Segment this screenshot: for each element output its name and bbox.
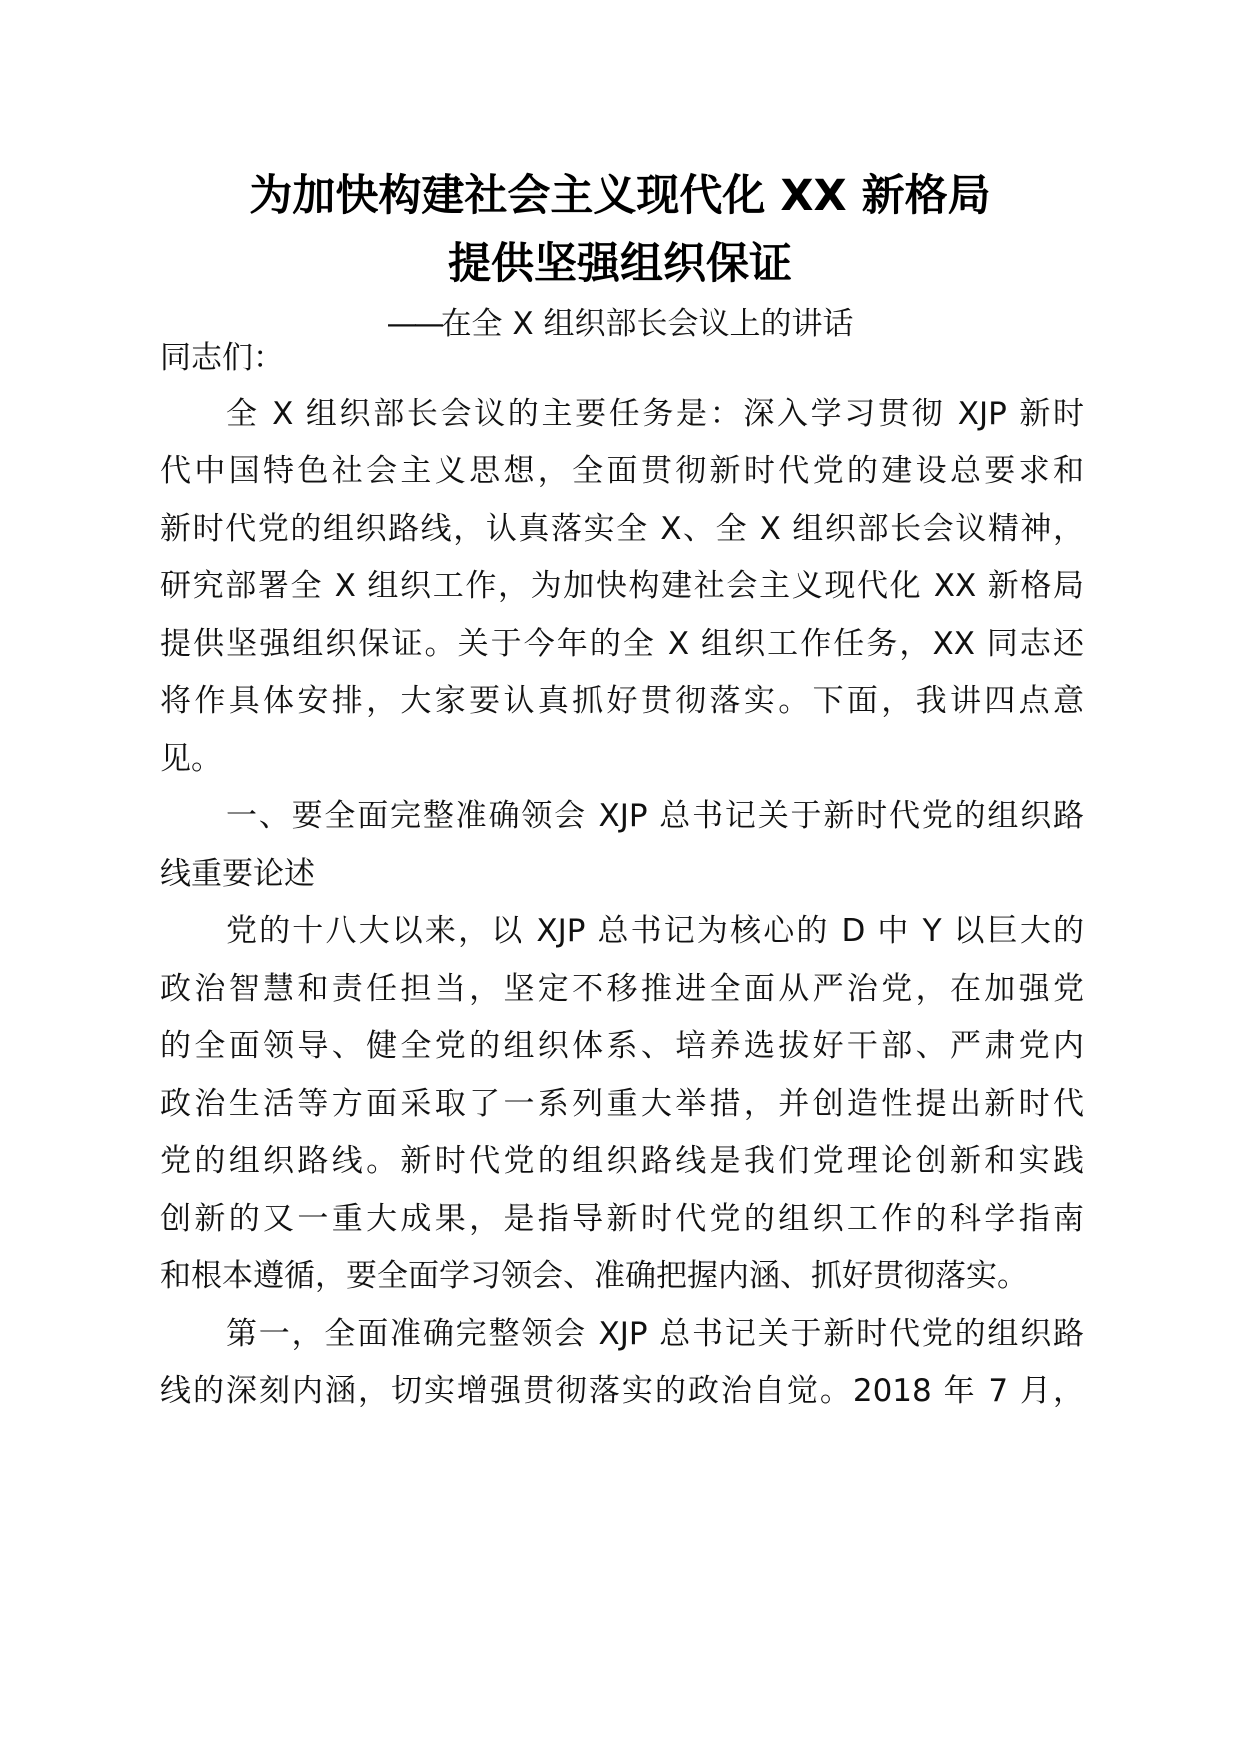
body-line: 提供坚强组织保证。关于今年的全 X 组织工作任务，XX 同志还 [160, 626, 1084, 662]
body-line: 第一，全面准确完整领会 XJP 总书记关于新时代党的组织路 [226, 1316, 1084, 1352]
body-line: 政治生活等方面采取了一系列重大举措，并创造性提出新时代 [160, 1086, 1084, 1122]
document-title-line-2: 提供坚强组织保证 [448, 239, 792, 289]
body-line: 创新的又一重大成果，是指导新时代党的组织工作的科学指南 [160, 1201, 1084, 1237]
body-line: 代中国特色社会主义思想，全面贯彻新时代党的建设总要求和 [160, 453, 1084, 489]
body-line: 党的组织路线。新时代党的组织路线是我们党理论创新和实践 [160, 1143, 1084, 1179]
section-heading-line: 一、要全面完整准确领会 XJP 总书记关于新时代党的组织路 [226, 798, 1084, 834]
body-line: 的全面领导、健全党的组织体系、培养选拔好干部、严肃党内 [160, 1028, 1084, 1064]
body-line: 政治智慧和责任担当，坚定不移推进全面从严治党，在加强党 [160, 971, 1084, 1007]
body-line: 研究部署全 X 组织工作，为加快构建社会主义现代化 XX 新格局 [160, 568, 1084, 604]
body-line: 新时代党的组织路线，认真落实全 X、全 X 组织部长会议精神， [160, 511, 1084, 547]
body-line: 将作具体安排，大家要认真抓好贯彻落实。下面，我讲四点意 [160, 683, 1084, 719]
salutation: 同志们： [160, 340, 284, 376]
body-line: 线的深刻内涵，切实增强贯彻落实的政治自觉。2018 年 7 月， [160, 1373, 1084, 1409]
body-line: 和根本遵循，要全面学习领会、准确把握内涵、抓好贯彻落实。 [160, 1258, 1028, 1294]
section-heading-line: 线重要论述 [160, 856, 315, 892]
body-line: 全 X 组织部长会议的主要任务是：深入学习贯彻 XJP 新时 [226, 396, 1084, 432]
subtitle-dash: —— [386, 306, 441, 342]
body-line: 见。 [160, 741, 222, 777]
subtitle-text: 在全 X 组织部长会议上的讲话 [440, 306, 854, 342]
body-line: 党的十八大以来，以 XJP 总书记为核心的 D 中 Y 以巨大的 [226, 913, 1084, 949]
document-title-line-1: 为加快构建社会主义现代化 XX 新格局 [249, 171, 991, 221]
